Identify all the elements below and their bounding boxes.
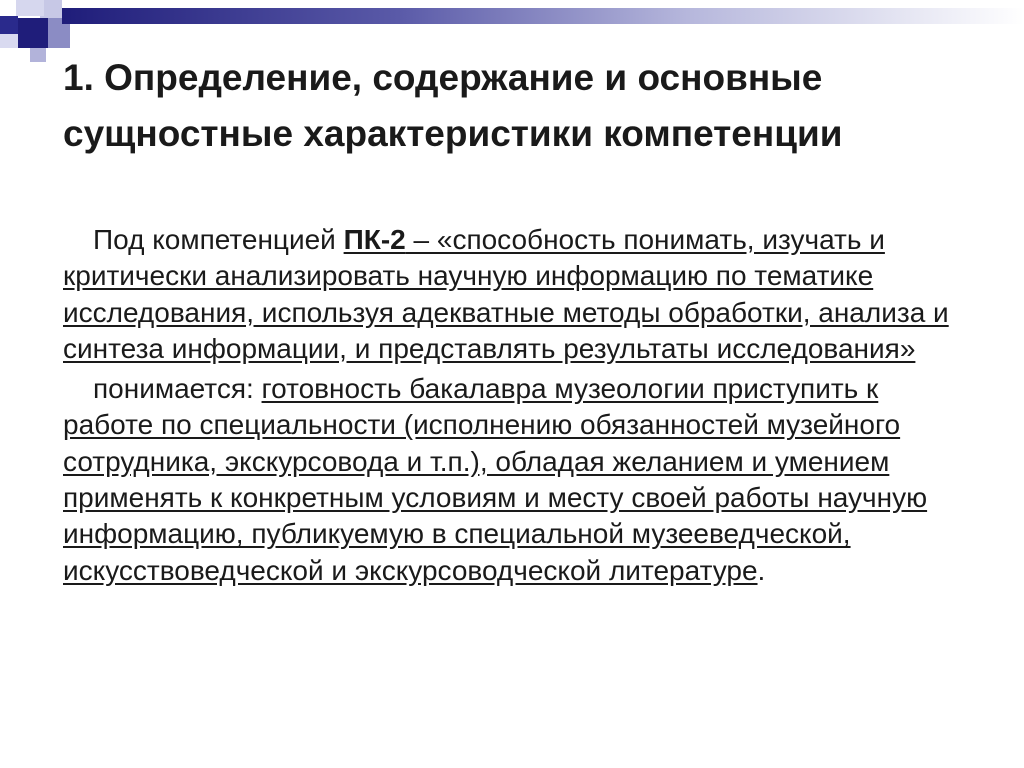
paragraph-meaning bbox=[63, 371, 963, 589]
para1-lead: Под компетенцией bbox=[93, 224, 344, 255]
para2-lead: понимается: bbox=[93, 373, 262, 405]
competence-meaning: готовность бакалавра музеологии приступить к работе по специальности (исполнению обязанностей музейного сотрудника, экскурсовода и т.п.), обладая желанием и умением применять к конкретным условиям и месту своей работы научную информацию, публикуемую в специальной музееведческой, искусствоведческой и экскурсоводческой литературе bbox=[63, 373, 928, 586]
slide-body bbox=[63, 222, 963, 593]
decor-square bbox=[30, 48, 46, 62]
decor-square bbox=[18, 18, 48, 48]
competence-quote: – «способность понимать, изучать и критически анализировать научную информацию по тематике исследования, используя адекватные методы обработки, анализа и синтеза информации, и представлять результаты исследования» bbox=[63, 224, 949, 364]
competence-code: ПК-2 bbox=[343, 224, 406, 255]
slide-title: 1. Определение, содержание и основные сущностные характеристики компетенции bbox=[63, 57, 843, 154]
para2-end: . bbox=[757, 554, 766, 586]
decor-square bbox=[16, 0, 44, 16]
decor-gradient-bar bbox=[62, 8, 1024, 24]
paragraph-definition bbox=[63, 222, 963, 367]
decor-square bbox=[0, 34, 18, 48]
decor-square bbox=[0, 16, 18, 34]
